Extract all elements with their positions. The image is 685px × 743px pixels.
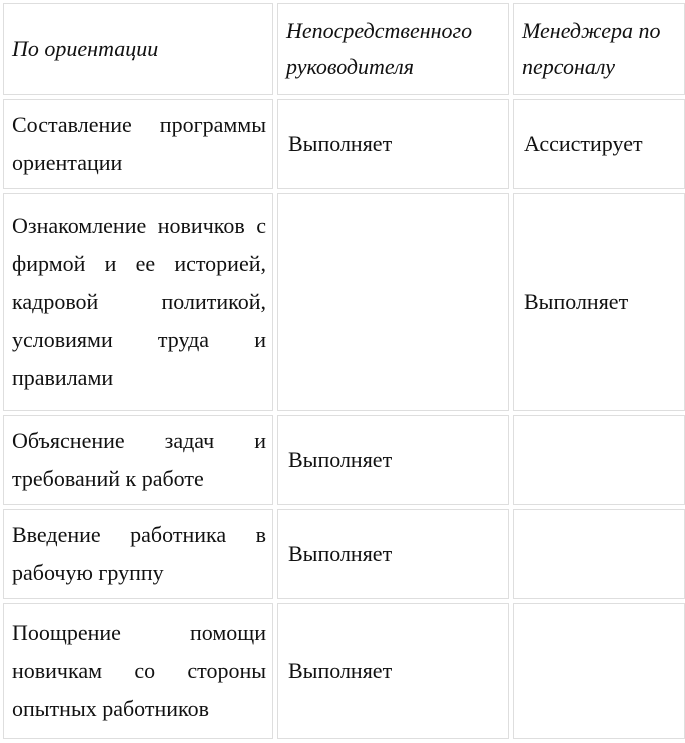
header-cell-orientation: По ориентации bbox=[3, 3, 273, 95]
supervisor-cell: Выполняет bbox=[277, 415, 509, 505]
task-cell: Объяснение задач и требований к работе bbox=[3, 415, 273, 505]
supervisor-cell: Выполняет bbox=[277, 509, 509, 599]
hr-cell: Ассистирует bbox=[513, 99, 685, 189]
hr-cell: Выполняет bbox=[513, 193, 685, 411]
table-row bbox=[3, 415, 685, 505]
header-cell-supervisor: Непосредственного руководителя bbox=[277, 3, 509, 95]
table-row bbox=[3, 509, 685, 599]
table-row bbox=[3, 193, 685, 411]
table-row bbox=[3, 99, 685, 189]
table-row bbox=[3, 603, 685, 739]
supervisor-cell: Выполняет bbox=[277, 99, 509, 189]
hr-cell bbox=[513, 415, 685, 505]
task-cell: Поощрение помощи новичкам со стороны опытных работников bbox=[3, 603, 273, 739]
task-cell: Составление программы ориентации bbox=[3, 99, 273, 189]
task-cell: Ознакомление новичков с фирмой и ее историей, кадровой политикой, условиями труда и правилами bbox=[3, 193, 273, 411]
hr-cell bbox=[513, 509, 685, 599]
table-header-row bbox=[3, 3, 685, 95]
hr-cell bbox=[513, 603, 685, 739]
supervisor-cell bbox=[277, 193, 509, 411]
task-cell: Введение работника в рабочую группу bbox=[3, 509, 273, 599]
header-cell-hr-manager: Менеджера по персоналу bbox=[513, 3, 685, 95]
supervisor-cell: Выполняет bbox=[277, 603, 509, 739]
